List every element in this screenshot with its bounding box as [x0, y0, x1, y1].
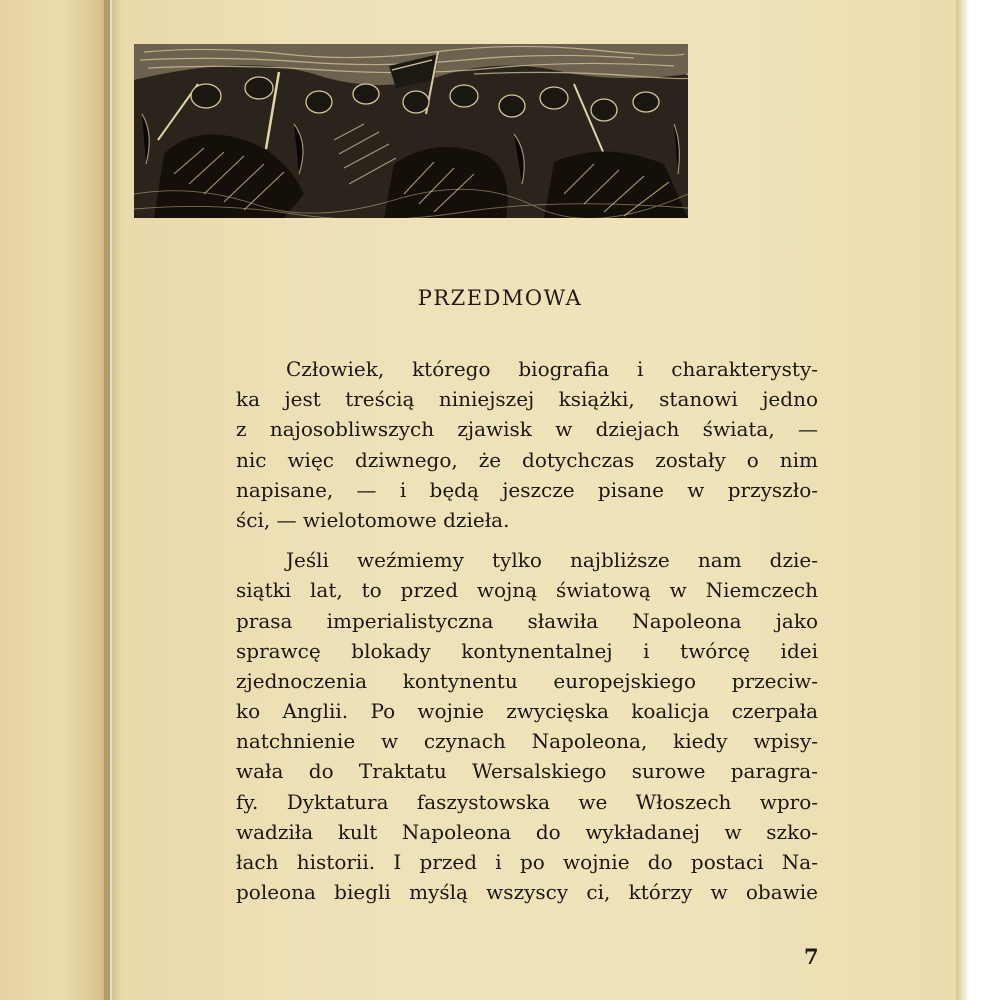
text-line: z najosobliwszych zjawisk w dziejach świata, — — [236, 417, 818, 442]
text-line: poleona biegli myślą wszyscy ci, którzy w obawie — [236, 880, 818, 905]
text-line: wadziła kult Napoleona do wykładanej w szko- — [236, 819, 818, 844]
body-text — [236, 354, 818, 907]
paragraph-2 — [236, 545, 818, 907]
text-line: fy. Dyktatura faszystowska we Włoszech wpro- — [236, 789, 818, 814]
text-line: łach historii. I przed i po wojnie do postaci Na- — [236, 850, 818, 874]
text-line: ści, — wielotomowe dzieła. — [236, 507, 510, 532]
text-line: ka jest treścią niniejszej książki, stanowi jedno — [236, 387, 818, 412]
text-line: Człowiek, którego biografia i charakterysty- — [286, 357, 818, 381]
page-fore-edge — [956, 0, 1000, 1000]
text-line: wała do Traktatu Wersalskiego surowe paragra- — [236, 759, 818, 784]
chapter-title: PRZEDMOWA — [417, 286, 583, 310]
text-line: siątki lat, to przed wojną światową w Niemczech — [236, 578, 818, 603]
text-line: sprawcę blokady kontynentalnej i twórcę idei — [236, 638, 818, 663]
book-gutter-shadow — [104, 0, 122, 1000]
text-line: natchnienie w czynach Napoleona, kiedy wpisy- — [236, 729, 818, 754]
text-line: Jeśli weźmiemy tylko najbliższe nam dzie- — [286, 548, 818, 573]
page-number: 7 — [804, 944, 819, 969]
facing-page-edge — [0, 0, 110, 1000]
text-line: zjednoczenia kontynentu europejskiego przeciw- — [236, 668, 818, 693]
text-line: nic więc dziwnego, że dotychczas zostały o nim — [236, 447, 818, 472]
paragraph-1 — [236, 354, 818, 535]
woodcut-battle-illustration — [134, 44, 688, 218]
text-line: prasa imperialistyczna sławiła Napoleona jako — [236, 608, 818, 633]
text-line: napisane, — i będą jeszcze pisane w przyszło- — [236, 477, 818, 502]
text-line: ko Anglii. Po wojnie zwycięska koalicja czerpała — [236, 699, 818, 724]
